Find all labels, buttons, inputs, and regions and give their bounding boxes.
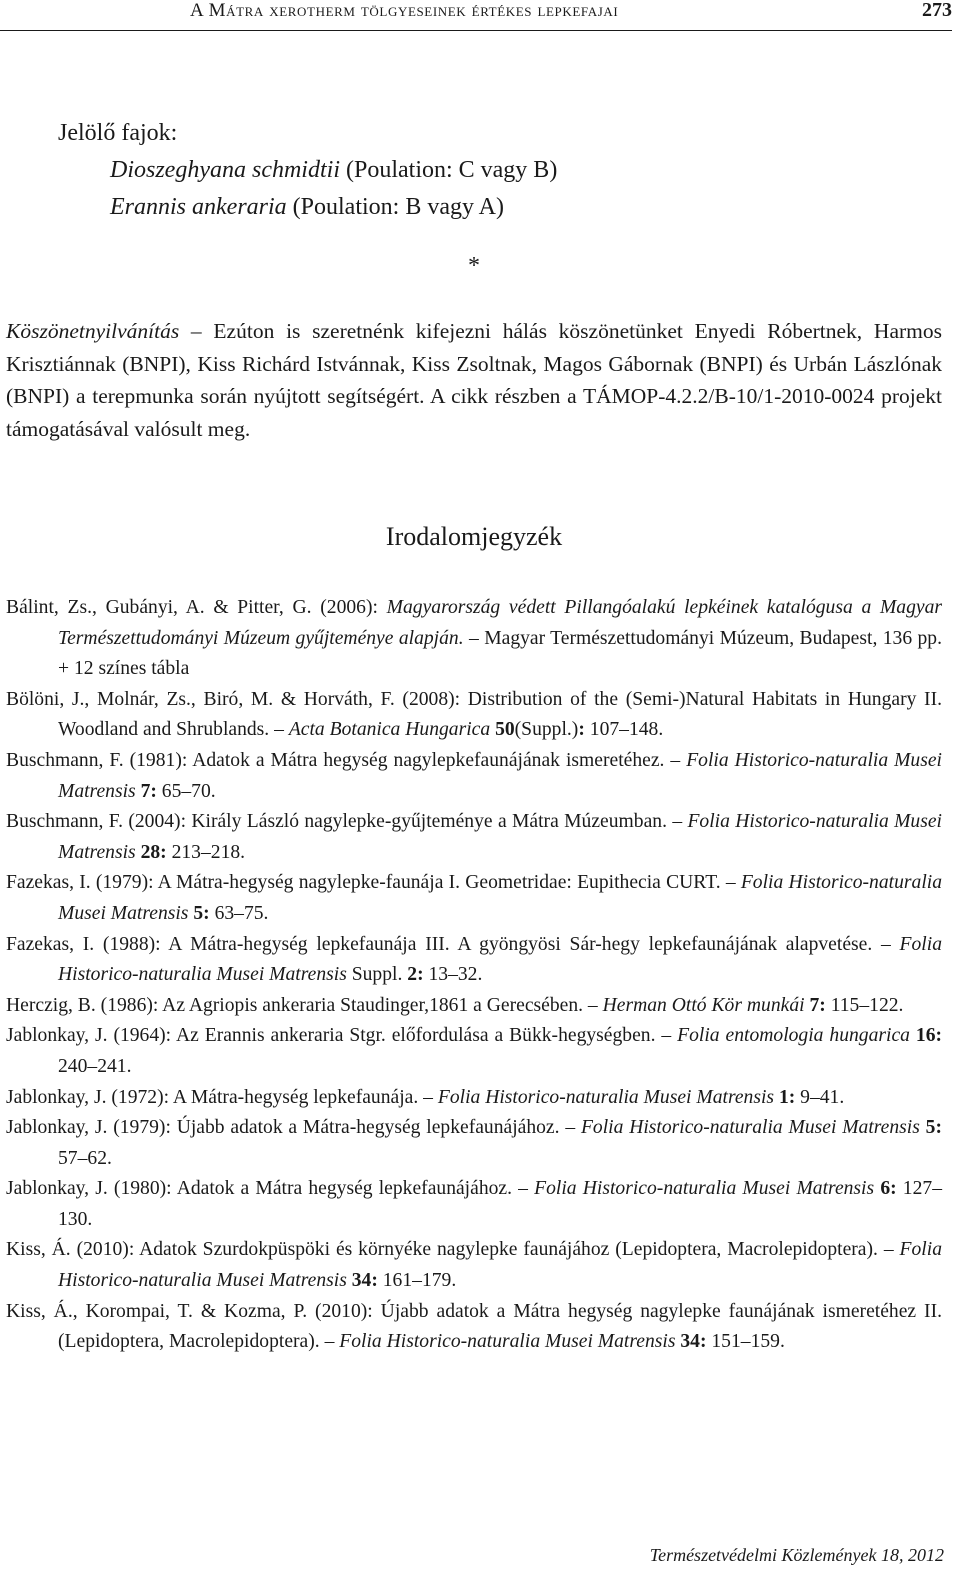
references-heading: Irodalomjegyzék [385, 522, 563, 551]
reference-entry [6, 868, 942, 929]
reference-volume: 6: [880, 1178, 897, 1200]
reference-entry [6, 991, 942, 1022]
reference-volume: 50 [495, 719, 515, 741]
reference-text: (Suppl.) [514, 719, 579, 741]
acknowledgement-paragraph [6, 315, 942, 445]
reference-text: Jablonkay, J. (1980): Adatok a Mátra hegység lepkefaunájához. – [6, 1178, 535, 1200]
reference-entry [6, 746, 942, 807]
running-header [0, 0, 960, 34]
reference-source: Folia Historico-naturalia Musei Matrensis [534, 1178, 875, 1200]
reference-text: 151–159. [706, 1331, 785, 1353]
reference-entry [6, 930, 942, 991]
reference-entry [6, 593, 942, 685]
reference-volume: 34: [351, 1270, 378, 1292]
reference-text: 13–32. [423, 964, 483, 986]
reference-text: Buschmann, F. (1981): Adatok a Mátra hegység nagylepkefaunájának ismeretéhez. – [6, 749, 687, 771]
population-note: (Poulation: C vagy B) [339, 157, 558, 183]
reference-text: – Magyar Természettudományi Múzeum, Budapest, 136 pp. + 12 színes tábla [58, 627, 943, 680]
reference-source: Folia Historico-naturalia Musei Matrensis [58, 749, 942, 802]
reference-source: Folia Historico-naturalia Musei Matrensis [58, 872, 942, 924]
section-separator: * [468, 253, 480, 279]
reference-text: 115–122. [825, 994, 904, 1016]
reference-text: 65–70. [156, 780, 216, 802]
reference-source: Acta Botanica Hungarica [288, 719, 491, 741]
reference-source: Magyarország védett Pillangóalakú lepkéinek katalógusa a Magyar Természettudományi Múzeum gyűjteménye alapján. [58, 597, 942, 649]
reference-text: Buschmann, F. (2004): Király László nagylepke-gyűjteménye a Mátra Múzeumban. – [6, 811, 688, 833]
reference-volume: 5: [925, 1117, 942, 1139]
reference-text: 240–241. [58, 1055, 132, 1077]
population-note: (Poulation: B vagy A) [286, 194, 504, 220]
species-name: Dioszeghyana schmidtii [110, 157, 340, 183]
reference-volume: 16: [915, 1025, 943, 1047]
running-title: A Mátra xerotherm tölgyeseinek értékes lepkefajai [190, 0, 619, 21]
reference-volume: 7: [809, 994, 826, 1016]
reference-volume: 5: [193, 902, 210, 924]
reference-entry [6, 1235, 942, 1296]
reference-volume: 28: [140, 841, 167, 863]
reference-text: Jablonkay, J. (1964): Az Erannis ankeraria Stgr. előfordulása a Bükk-hegységben. – [6, 1025, 678, 1047]
candidate-species-item [58, 189, 557, 226]
reference-text: 63–75. [209, 902, 269, 924]
reference-entry [6, 1021, 942, 1082]
reference-entry [6, 1113, 942, 1174]
reference-text: Kiss, Á. (2010): Adatok Szurdokpüspöki és környéke nagylepke faunájához (Lepidoptera, Macrolepidoptera). – [6, 1239, 900, 1261]
reference-source: Herman Ottó Kör munkái [602, 994, 805, 1016]
reference-entry [6, 1297, 942, 1358]
reference-volume: 2: [407, 964, 424, 986]
reference-source: Folia Historico-naturalia Musei Matrensis [58, 933, 942, 986]
reference-entry [6, 807, 942, 868]
reference-text: Fazekas, I. (1979): A Mátra-hegység nagylepke-faunája I. Geometridae: Eupithecia CURT. – [6, 872, 741, 894]
candidate-species-block [58, 115, 557, 226]
reference-entry [6, 1174, 942, 1235]
reference-volume: 1: [778, 1086, 796, 1108]
reference-source: Folia Historico-naturalia Musei Matrensis [437, 1086, 775, 1108]
candidate-species-heading: Jelölő fajok: [58, 120, 178, 146]
reference-text: Kiss, Á., Korompai, T. & Kozma, P. (2010): Újabb adatok a Mátra hegység nagylepke faunájának ismeretéhez II. (Lepidoptera, Macrolepidoptera). – [6, 1300, 942, 1353]
acknowledgement-text: Ezúton is szeretnénk kifejezni hálás köszönetünket Enyedi Róbertnek, Harmos Krisztiánnak (BNPI), Kiss Richárd Istvánnak, Kiss Zsoltnak, Magos Gábornak (BNPI) és Urbán Lászlónak (BNPI) a terepmunka során nyújtott segítségért. A cikk részben a TÁMOP-4.2.2/B-10/1-2010-0024 projekt támogatásával valósult meg. [6, 319, 942, 441]
species-name: Erannis ankeraria [110, 194, 287, 220]
reference-source: Folia entomologia hungarica [677, 1025, 910, 1047]
reference-volume: : [578, 719, 585, 741]
page-number: 273 [922, 0, 952, 21]
reference-text: Suppl. [346, 964, 408, 986]
header-rule [0, 30, 952, 31]
reference-volume: 34: [680, 1331, 707, 1353]
reference-source: Folia Historico-naturalia Musei Matrensis [339, 1331, 676, 1353]
reference-text: 213–218. [166, 841, 246, 863]
reference-entry [6, 1083, 942, 1114]
reference-text: 161–179. [377, 1270, 457, 1292]
reference-text: 127–130. [58, 1178, 942, 1230]
acknowledgement-label: Köszönetnyilvánítás [6, 319, 180, 343]
reference-source: Folia Historico-naturalia Musei Matrensis [580, 1117, 920, 1139]
reference-source: Folia Historico-naturalia Musei Matrensis [58, 811, 942, 863]
reference-text: Herczig, B. (1986): Az Agriopis ankeraria Staudinger,1861 a Gerecsében. – [6, 994, 603, 1016]
reference-text: 57–62. [58, 1147, 112, 1169]
acknowledgement-dash: – [179, 319, 214, 343]
reference-volume: 7: [140, 780, 157, 802]
candidate-species-item [58, 152, 557, 189]
references-list [6, 593, 942, 1358]
reference-text: Jablonkay, J. (1979): Újabb adatok a Mátra-hegység lepkefaunájához. – [6, 1117, 581, 1139]
reference-text: Bölöni, J., Molnár, Zs., Biró, M. & Horváth, F. (2008): Distribution of the (Semi-)Natural Habitats in Hungary II. Woodland and Shrublands. – [6, 688, 942, 741]
reference-text: 107–148. [584, 719, 664, 741]
journal-footer: Természetvédelmi Közlemények 18, 2012 [649, 1545, 944, 1565]
reference-text: Jablonkay, J. (1972): A Mátra-hegység lepkefaunája. – [6, 1086, 438, 1108]
reference-source: Folia Historico-naturalia Musei Matrensis [58, 1239, 942, 1292]
reference-text: 9–41. [795, 1086, 845, 1108]
reference-text: Fazekas, I. (1988): A Mátra-hegység lepkefaunája III. A gyöngyösi Sár-hegy lepkefaunájának alapvetése. – [6, 933, 900, 955]
reference-entry [6, 685, 942, 746]
reference-text: Bálint, Zs., Gubányi, A. & Pitter, G. (2006): [6, 597, 387, 618]
